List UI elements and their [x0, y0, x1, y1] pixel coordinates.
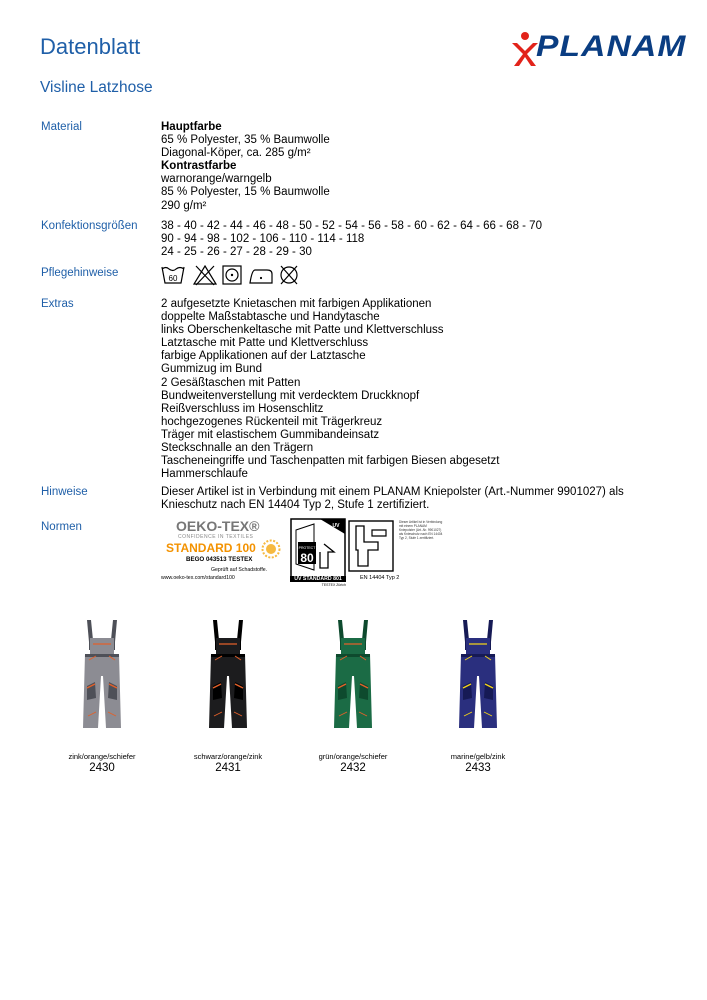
sizes-line: 90 - 94 - 98 - 102 - 106 - 110 - 114 - 118 — [161, 233, 365, 246]
iron-icon — [250, 270, 272, 283]
en14404-note: Dieser Artikel ist in Verbindung mit einem PLANAM Kniepolster (Art.-Nr. 9901027) als Knieschutz nach EN 14404 Typ 2, Stufe 1 zertifiziert. — [399, 520, 443, 540]
garment-image — [453, 620, 503, 737]
oeko-tex-brand: OEKO-TEX® — [176, 518, 260, 534]
product-subtitle: Visline Latzhose — [40, 79, 153, 96]
variant-article-number: 2430 — [89, 762, 115, 774]
extras-item: links Oberschenkeltasche mit Patte und Klettverschluss — [161, 324, 444, 337]
care-symbols — [161, 264, 306, 291]
en14404-label — [348, 518, 443, 590]
material-line: 85 % Polyester, 15 % Baumwolle — [161, 186, 330, 199]
page-title: Datenblatt — [40, 34, 141, 59]
sizes-label: Konfektionsgrößen — [41, 220, 138, 232]
oeko-tex-url: www.oeko-tex.com/standard100 — [161, 575, 235, 581]
extras-item: Bundweitenverstellung mit verdecktem Druckknopf — [161, 389, 420, 402]
care-label: Pflegehinweise — [41, 267, 119, 279]
variant-article-number: 2433 — [465, 762, 491, 774]
oeko-tex-cert-number: BEGO 043513 TESTEX — [186, 556, 253, 563]
uv-footer-text: TESTEX Zürich — [321, 583, 346, 587]
uv-protect-value: 80 — [300, 551, 314, 565]
no-dry-clean-icon — [281, 266, 297, 284]
extras-list — [161, 298, 499, 481]
no-bleach-icon — [194, 266, 216, 285]
extras-item: doppelte Maßstabtasche und Handytasche — [161, 311, 380, 324]
norms-label: Normen — [41, 521, 82, 533]
material-line: 65 % Polyester, 35 % Baumwolle — [161, 134, 330, 147]
extras-item: Steckschnalle an den Trägern — [161, 442, 314, 455]
planam-logo — [510, 30, 687, 70]
extras-item: 2 Gesäßtaschen mit Patten — [161, 376, 301, 389]
material-line: 290 g/m² — [161, 199, 207, 212]
extras-item: Gummizug im Bund — [161, 363, 262, 376]
notes-line: Knieschutz nach EN 14404 Typ 2, Stufe 1 zertifiziert. — [161, 499, 430, 512]
extras-item: Träger mit elastischem Gummibandeinsatz — [161, 428, 380, 441]
oeko-tex-tagline: CONFIDENCE IN TEXTILES — [178, 534, 254, 540]
material-heading: Kontrastfarbe — [161, 160, 237, 173]
knee-protection-icon — [348, 520, 394, 576]
extras-item: Tascheneingriffe und Taschenpatten mit farbigen Biesen abgesetzt — [161, 455, 500, 468]
variant-article-number: 2431 — [215, 762, 241, 774]
oeko-tex-label — [161, 518, 296, 588]
oeko-tex-standard: STANDARD 100 — [166, 541, 256, 555]
garment-image — [203, 620, 253, 737]
tumble-dry-icon — [223, 266, 241, 284]
material-heading: Hauptfarbe — [161, 121, 222, 133]
material-line: warnorange/warngelb — [161, 173, 272, 186]
variant-color-name: marine/gelb/zink — [450, 752, 506, 761]
extras-item: farbige Applikationen auf der Latztasche — [161, 350, 366, 363]
uv-standard-text: UV STANDARD 801 — [290, 576, 346, 582]
extras-item: 2 aufgesetzte Knietaschen mit farbigen Applikationen — [161, 298, 432, 310]
oeko-tex-checked: Geprüft auf Schadstoffe. — [211, 567, 268, 573]
material-label: Material — [41, 121, 82, 133]
logo-text: PLANAM — [536, 30, 687, 63]
material-line: Diagonal-Köper, ca. 285 g/m² — [161, 147, 311, 160]
sizes-line: 24 - 25 - 26 - 27 - 28 - 29 - 30 — [161, 246, 312, 259]
variant-color-name: grün/orange/schiefer — [318, 752, 388, 761]
oeko-tex-sun-icon — [261, 539, 281, 559]
wash-temperature: 60 — [168, 274, 178, 283]
material-details — [161, 121, 330, 213]
garment-image — [328, 620, 378, 737]
uv-protect-text: PROTECT — [298, 546, 316, 550]
variant-article-number: 2432 — [340, 762, 366, 774]
variant-color-name: zink/orange/schiefer — [68, 752, 136, 761]
extras-item: Reißverschluss im Hosenschlitz — [161, 402, 324, 415]
extras-label: Extras — [41, 298, 74, 310]
sizes-line: 38 - 40 - 42 - 44 - 46 - 48 - 50 - 52 - 54 - 56 - 58 - 60 - 62 - 64 - 66 - 68 - 70 — [161, 220, 542, 232]
uv-corner-text: UV — [332, 523, 340, 529]
extras-item: Latztasche mit Patte und Klettverschluss — [161, 337, 369, 350]
notes-label: Hinweise — [41, 486, 88, 498]
uv-standard-label — [290, 518, 346, 590]
extras-item: Hammerschlaufe — [161, 468, 248, 481]
en14404-text: EN 14404 Typ 2 — [360, 575, 400, 581]
sizes-list — [161, 220, 542, 259]
wash-60-icon — [162, 267, 184, 283]
extras-item: hochgezogenes Rückenteil mit Trägerkreuz — [161, 415, 383, 428]
notes-line: Dieser Artikel ist in Verbindung mit einem PLANAM Kniepolster (Art.-Nummer 9901027) als — [161, 486, 624, 498]
garment-image — [77, 620, 127, 737]
notes-text — [161, 486, 624, 512]
variant-color-name: schwarz/orange/zink — [193, 752, 263, 761]
